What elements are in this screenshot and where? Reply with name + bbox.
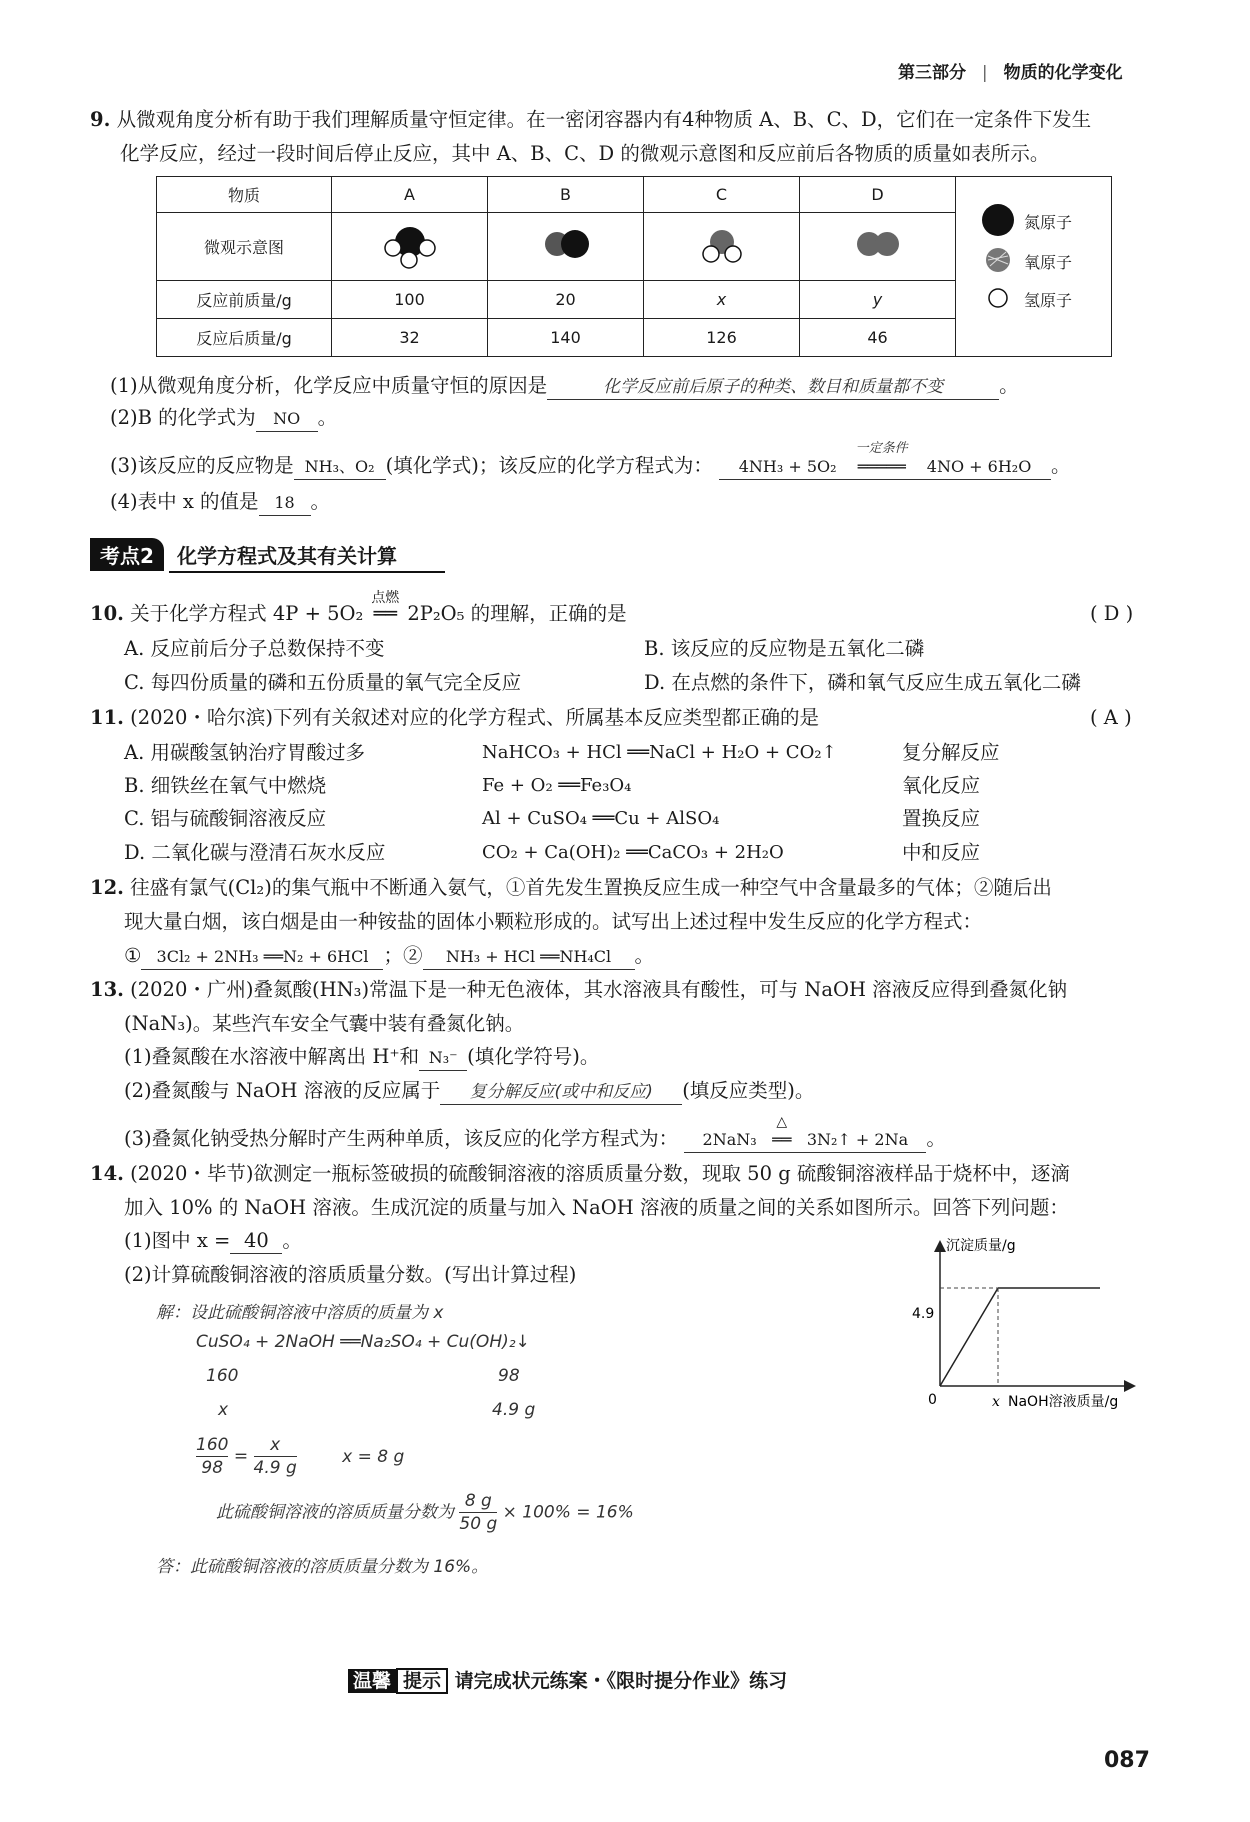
before-b: 20 (488, 281, 644, 319)
q9-table (156, 176, 1112, 357)
q13-part2: (2)叠氮酸与 NaOH 溶液的反应属于 复分解反应(或中和反应) (填反应类型)。 (124, 1079, 814, 1105)
q11-c-eq: Al + CuSO₄ ══Cu + AlSO₄ (482, 808, 720, 829)
sol-line1: 解：设此硫酸铜溶液中溶质的质量为 x (156, 1303, 444, 1323)
header-part: 第三部分 (898, 63, 966, 83)
q9-answer4: 18 (259, 491, 311, 516)
y-tick-4-9: 4.9 (912, 1306, 935, 1322)
x-tick-x: x (992, 1394, 1000, 1410)
q11-a-eq: NaHCO₃ + HCl ══NaCl + H₂O + CO₂↑ (482, 742, 837, 763)
q12-answer1: 3Cl₂ + 2NH₃ ══N₂ + 6HCl (141, 945, 383, 970)
q11-answer: ( A ) (1090, 706, 1132, 729)
q9-part1: (1)从微观角度分析，化学反应中质量守恒的原因是 化学反应前后原子的种类、数目和质量都不变 。 (110, 374, 1019, 400)
page-header: 第三部分 | 物质的化学变化 (898, 63, 1123, 83)
sol-mass: 4.9 g (492, 1400, 536, 1420)
q13-answer2: 复分解反应(或中和反应) (440, 1080, 682, 1105)
q9-part3: (3)该反应的反应物是 NH₃、O₂ (填化学式)；该反应的化学方程式为： 4NH₃ + 5O₂ 一定条件 ═════ 4NO + 6H₂O 。 (110, 454, 1071, 480)
before-c: x (644, 281, 800, 319)
q11-b-desc: B. 细铁丝在氧气中燃烧 (124, 774, 327, 797)
micro-a-icon (332, 213, 488, 281)
sol-equation: CuSO₄ + 2NaOH ══Na₂SO₄ + Cu(OH)₂↓ (196, 1332, 530, 1352)
row-micro-label: 微观示意图 (157, 213, 332, 281)
q10-option-b: B. 该反应的反应物是五氧化二磷 (644, 637, 925, 660)
q9-answer2: NO (256, 407, 318, 432)
q11-d-desc: D. 二氧化碳与澄清石灰水反应 (124, 841, 386, 864)
q10-stem: 10. 关于化学方程式 4P + 5O₂ 点燃 ══ 2P₂O₅ 的理解，正确的是 (90, 590, 627, 625)
sol-x: x (218, 1400, 229, 1420)
q11-stem: 11. (2020・哈尔滨)下列有关叙述对应的化学方程式、所属基本反应类型都正确的是 (90, 706, 819, 729)
q9-stem-line1: 9. 从微观角度分析有助于我们理解质量守恒定律。在一密闭容器内有4种物质 A、B、C、D，它们在一定条件下发生 (90, 108, 1092, 131)
section-tag: 考点2 (90, 538, 164, 571)
q9-stem-line2: 化学反应，经过一段时间后停止反应，其中 A、B、C、D 的微观示意图和反应前后各物质的质量如表所示。 (120, 142, 1050, 165)
q13-answer3: 2NaN₃ △ ══ 3N₂↑ + 2Na (684, 1128, 926, 1153)
q11-d-type: 中和反应 (902, 841, 981, 864)
sol-ratio: $\frac{160}{98}$ = $\frac{x}{4.9 g}$ x = 8 g (196, 1435, 405, 1478)
legend-o: 氧原子 (1024, 252, 1073, 272)
sol-fraction: 此硫酸铜溶液的溶质质量分数为 $\frac{8 g}{50 g}$ × 100% = 16% (216, 1491, 634, 1534)
q11-a-desc: A. 用碳酸氢钠治疗胃酸过多 (124, 741, 365, 764)
q10-option-d: D. 在点燃的条件下，磷和氧气反应生成五氧化二磷 (644, 671, 1081, 694)
row-before-label: 反应前质量/g (157, 281, 332, 319)
th-c: C (644, 177, 800, 213)
curve-rising (940, 1288, 998, 1386)
header-title: 物质的化学变化 (1003, 63, 1123, 83)
q12-answer2: NH₃ + HCl ══NH₄Cl (423, 945, 635, 970)
q13-stem-line1: 13. (2020・广州)叠氮酸(HN₃)常温下是一种无色液体，其水溶液具有酸性，可与 NaOH 溶液反应得到叠氮化钠 (90, 978, 1068, 1001)
q11-b-type: 氧化反应 (902, 774, 981, 797)
q14-part1: (1)图中 x = 40 。 (124, 1229, 302, 1252)
q9-part4: (4)表中 x 的值是 18 。 (110, 490, 330, 516)
after-a: 32 (332, 319, 488, 357)
q13-part3: (3)叠氮化钠受热分解时产生两种单质，该反应的化学方程式为： 2NaN₃ △ ══ 3N₂↑ + 2Na 。 (124, 1127, 946, 1153)
q11-c-desc: C. 铝与硫酸铜溶液反应 (124, 807, 327, 830)
q14-answer1: 40 (230, 1229, 282, 1254)
q13-stem-line2: (NaN₃)。某些汽车安全气囊中装有叠氮化钠。 (124, 1012, 525, 1035)
before-a: 100 (332, 281, 488, 319)
q10-option-a: A. 反应前后分子总数保持不变 (124, 637, 385, 660)
th-b: B (488, 177, 644, 213)
q14-stem-line2: 加入 10% 的 NaOH 溶液。生成沉淀的质量与加入 NaOH 溶液的质量之间的关系如图所示。回答下列问题： (124, 1196, 1069, 1219)
after-c: 126 (644, 319, 800, 357)
q14-stem-line1: 14. (2020・毕节)欲测定一瓶标签破损的硫酸铜溶液的溶质质量分数，现取 50 g 硫酸铜溶液样品于烧杯中，逐滴 (90, 1162, 1070, 1185)
after-b: 140 (488, 319, 644, 357)
legend-cell (956, 177, 1112, 357)
q9-answer3a: NH₃、O₂ (294, 455, 386, 480)
micro-c-icon (644, 213, 800, 281)
q11-b-eq: Fe + O₂ ══Fe₃O₄ (482, 775, 632, 796)
q12-stem-line2: 现大量白烟，该白烟是由一种铵盐的固体小颗粒形成的。试写出上述过程中发生反应的化学方程式： (124, 910, 983, 933)
q10-answer: ( D ) (1090, 602, 1134, 625)
section-title: 化学方程式及其有关计算 (169, 538, 445, 573)
q11-c-type: 置换反应 (902, 807, 981, 830)
legend-n: 氮原子 (1024, 212, 1073, 232)
page-number: 087 (1104, 1748, 1150, 1773)
after-d: 46 (800, 319, 956, 357)
micro-b-icon (488, 213, 644, 281)
row-after-label: 反应后质量/g (157, 319, 332, 357)
q9-part2: (2)B 的化学式为 NO 。 (110, 406, 337, 432)
footer-tag1: 温馨 (348, 1669, 396, 1693)
q13-part1: (1)叠氮酸在水溶液中解离出 H⁺和 N₃⁻ (填化学符号)。 (124, 1045, 599, 1071)
q9-answer3b: 4NH₃ + 5O₂ 一定条件 ═════ 4NO + 6H₂O (719, 455, 1051, 480)
legend-icons (978, 200, 1018, 340)
footer-hint (348, 1666, 787, 1693)
footer-tag2: 提示 (396, 1668, 448, 1694)
th-a: A (332, 177, 488, 213)
th-substance: 物质 (157, 177, 332, 213)
q10-option-c: C. 每四份质量的磷和五份质量的氧气完全反应 (124, 671, 522, 694)
section-header (90, 538, 445, 570)
footer-text: 请完成状元练案・《限时提分作业》练习 (454, 1670, 788, 1692)
before-d: y (800, 281, 956, 319)
sol-answer: 答：此硫酸铜溶液的溶质质量分数为 16%。 (156, 1557, 489, 1577)
q9-answer1: 化学反应前后原子的种类、数目和质量都不变 (547, 375, 999, 400)
y-axis-label: 沉淀质量/g (946, 1238, 1016, 1254)
origin-label: 0 (928, 1392, 937, 1408)
q12-answers: ① 3Cl₂ + 2NH₃ ══N₂ + 6HCl ；② NH₃ + HCl ══NH₄Cl 。 (124, 944, 654, 970)
q11-d-eq: CO₂ + Ca(OH)₂ ══CaCO₃ + 2H₂O (482, 842, 784, 863)
th-d: D (800, 177, 956, 213)
q11-a-type: 复分解反应 (902, 741, 1000, 764)
sol-mr-cuso4: 160 (206, 1366, 239, 1386)
q12-stem-line1: 12. 往盛有氯气(Cl₂)的集气瓶中不断通入氨气，①首先发生置换反应生成一种空气中含量最多的气体；②随后出 (90, 876, 1052, 899)
q14-part2: (2)计算硫酸铜溶液的溶质质量分数。(写出计算过程) (124, 1263, 577, 1286)
x-axis-label: NaOH溶液质量/g (1008, 1394, 1119, 1410)
q13-answer1: N₃⁻ (419, 1046, 467, 1071)
micro-d-icon (800, 213, 956, 281)
legend-h: 氢原子 (1024, 290, 1073, 310)
q14-graph (900, 1236, 1150, 1416)
sol-mr-cuoh2: 98 (498, 1366, 520, 1386)
